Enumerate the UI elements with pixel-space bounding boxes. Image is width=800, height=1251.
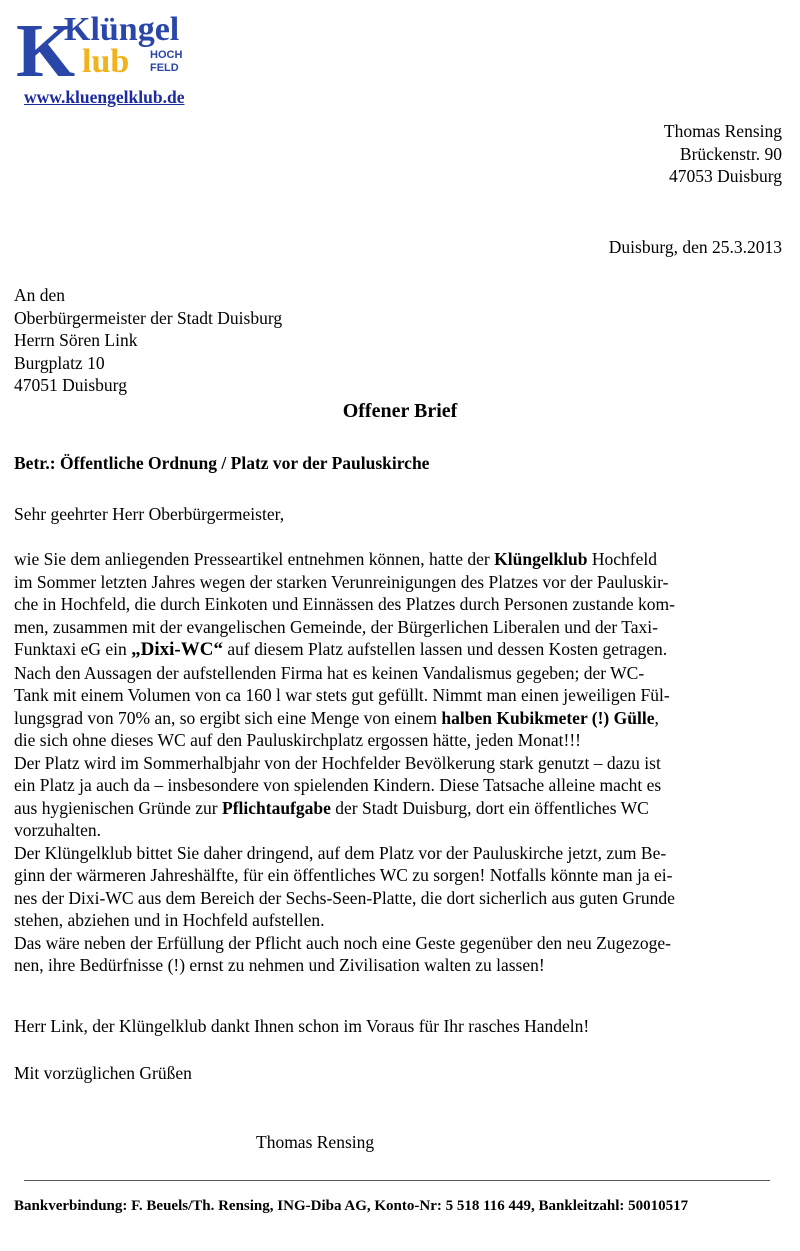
body-line: men, zusammen mit der evangelischen Gemeinde, der Bürgerlichen Liberalen und der Taxi-: [14, 616, 658, 637]
body-paragraph: [14, 548, 784, 752]
closing-phrase: Mit vorzüglichen Grüßen: [14, 1063, 192, 1083]
body-paragraph: [14, 752, 784, 842]
bold-kluengelklub: Klüngelklub: [494, 549, 588, 569]
letter-date: Duisburg, den 25.3.2013: [608, 237, 782, 257]
bold-kubikmeter: halben Kubikmeter (!) Gülle: [441, 707, 655, 728]
sender-city: 47053 Duisburg: [669, 166, 782, 186]
body-line: Das wäre neben der Erfüllung der Pflicht auch noch eine Geste gegenüber den neu Zugezoge-: [14, 932, 671, 953]
sender-street: Brückenstr. 90: [679, 143, 782, 164]
thanks-line: Herr Link, der Klüngelklub dankt Ihnen schon im Voraus für Ihr rasches Handeln!: [14, 1016, 590, 1036]
logo-word-kluengel: Klüngel: [64, 11, 180, 48]
recipient-line: 47051 Duisburg: [14, 375, 127, 395]
body-line: ein Platz ja auch da – insbesondere von spielenden Kindern. Diese Tatsache alleine macht es: [14, 775, 662, 795]
footer-divider: [24, 1180, 770, 1181]
website-link[interactable]: www.kluengelklub.de: [24, 87, 185, 107]
letter-title: Offener Brief: [342, 400, 458, 422]
body-line: stehen, abziehen und in Hochfeld aufstellen.: [14, 910, 325, 930]
body-line: wie Sie dem anliegenden Presseartikel entnehmen können, hatte der Klüngelklub Hochfeld: [14, 549, 658, 569]
klub-logo: [14, 8, 204, 82]
recipient-line: Burgplatz 10: [14, 352, 105, 373]
body-line: aus hygienischen Gründe zur Pflichtaufgabe der Stadt Duisburg, dort ein öffentliches WC: [14, 797, 649, 818]
body-line: vorzuhalten.: [14, 820, 101, 840]
body-line: die sich ohne dieses WC auf den Pauluskirchplatz ergossen hätte, jeden Monat!!!: [14, 730, 581, 750]
body-line: Der Klüngelklub bittet Sie daher dringend, auf dem Platz vor der Pauluskirche jetzt, zum Be-: [14, 842, 667, 863]
logo-letter-k: K: [16, 9, 76, 82]
logo-word-lub: lub: [82, 43, 130, 80]
body-paragraph: [14, 842, 784, 932]
bank-details-footer: Bankverbindung: F. Beuels/Th. Rensing, ING-Diba AG, Konto-Nr: 5 518 116 449, Bankleitzahl: 50010517: [14, 1198, 689, 1214]
recipient-line: An den: [14, 285, 66, 305]
body-line: Der Platz wird im Sommerhalbjahr von der Hochfelder Bevölkerung stark genutzt – dazu ist: [14, 752, 661, 773]
body-line: im Sommer letzten Jahres wegen der starken Verunreinigungen des Platzes vor der Pauluskir-: [14, 571, 669, 592]
signature-name: Thomas Rensing: [256, 1132, 375, 1152]
sender-address: [664, 120, 782, 188]
logo-tag-hoch: HOCH: [150, 49, 183, 61]
body-paragraph: [14, 932, 784, 977]
bold-dixi-wc: „Dixi-WC“: [131, 639, 223, 660]
bold-pflichtaufgabe: Pflichtaufgabe: [222, 797, 331, 818]
recipient-address: [14, 284, 282, 397]
body-line: Nach den Aussagen der aufstellenden Firma hat es keinen Vandalismus gegeben; der WC-: [14, 662, 645, 683]
letter-subject: Betr.: Öffentliche Ordnung / Platz vor der Pauluskirche: [14, 453, 430, 473]
body-line: Funktaxi eG ein „Dixi-WC“ auf diesem Platz aufstellen lassen und dessen Kosten getragen.: [14, 639, 668, 660]
letter-body: [14, 548, 784, 977]
body-line: nes der Dixi-WC aus dem Bereich der Sechs-Seen-Platte, die dort sicherlich aus guten Grunde: [14, 887, 675, 908]
body-line: Tank mit einem Volumen von ca 160 l war stets gut gefüllt. Nimmt man einen jeweiligen Fül-: [14, 685, 670, 705]
body-line: nen, ihre Bedürfnisse (!) ernst zu nehmen und Zivilisation walten zu lassen!: [14, 955, 545, 975]
body-line: ginn der wärmeren Jahreshälfte, für ein öffentliches WC zu sorgen! Notfalls könnte man ja ei-: [14, 865, 673, 885]
letter-salutation: Sehr geehrter Herr Oberbürgermeister,: [14, 504, 285, 524]
recipient-line: Oberbürgermeister der Stadt Duisburg: [14, 307, 283, 328]
logo-tag-feld: FELD: [150, 62, 179, 74]
body-line: lungsgrad von 70% an, so ergibt sich eine Menge von einem halben Kubikmeter (!) Gülle,: [14, 707, 659, 728]
recipient-line: Herrn Sören Link: [14, 330, 138, 350]
sender-name: Thomas Rensing: [663, 121, 782, 141]
body-line: che in Hochfeld, die durch Einkoten und Einnässen des Platzes durch Personen zustande kom-: [14, 594, 675, 614]
